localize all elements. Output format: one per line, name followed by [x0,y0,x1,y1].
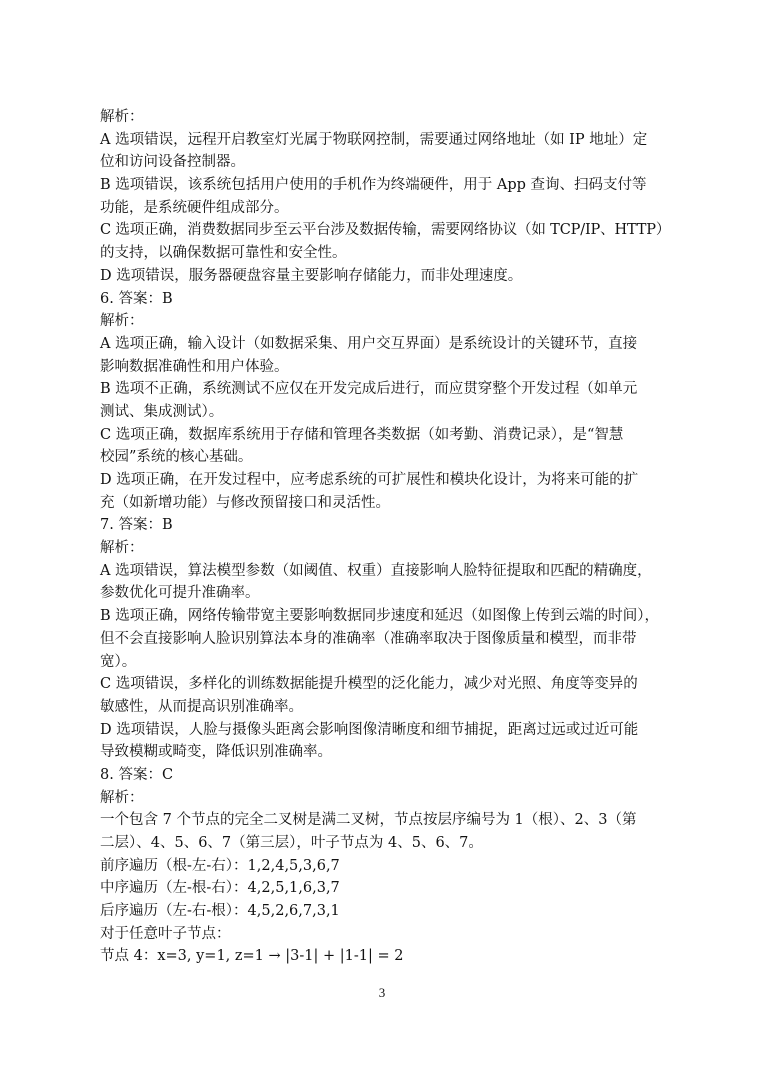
answer-heading: 8. 答案：C [100,766,174,783]
text-line: 位和访问设备控制器。 [100,154,245,171]
formula-line: 节点 4：x=3, y=1, z=1 → |3-1| + |1-1| = 2 [100,948,404,965]
text-line: D 选项错误，人脸与摄像头距离会影响图像清晰度和细节捕捉，距离过远或过近可能 [100,721,639,738]
text-line: 但不会直接影响人脸识别算法本身的准确率（准确率取决于图像质量和模型，而非带 [100,630,637,647]
text-line: 敏感性，从而提高识别准确率。 [100,698,303,715]
text-line: 的支持，以确保数据可靠性和安全性。 [100,245,347,262]
text-line: 测试、集成测试）。 [100,403,224,420]
text-line: 充（如新增功能）与修改预留接口和灵活性。 [100,494,390,511]
text-line: C 选项正确，数据库系统用于存储和管理各类数据（如考勤、消费记录），是“智慧 [100,426,624,443]
text-line: 对于任意叶子节点： [100,925,231,942]
text-line: 解析： [100,789,144,806]
text-line: D 选项正确，在开发过程中，应考虑系统的可扩展性和模块化设计，为将来可能的扩 [100,472,639,488]
text-line: 影响数据准确性和用户体验。 [100,358,289,375]
text-line: A 选项错误，算法模型参数（如阈值、权重）直接影响人脸特征提取和匹配的精确度， [100,562,652,579]
text-line: 参数优化可提升准确率。 [100,585,260,602]
traversal-line: 前序遍历（根-左-右）：1,2,4,5,3,6,7 [100,857,340,874]
answer-heading: 6. 答案：B [100,290,173,307]
traversal-line: 中序遍历（左-根-右）：4,2,5,1,6,3,7 [100,880,340,897]
text-line: C 选项错误，多样化的训练数据能提升模型的泛化能力，减少对光照、角度等变异的 [100,676,638,693]
text-line: 二层）、4、5、6、7（第三层），叶子节点为 4、5、6、7。 [100,835,483,851]
text-line: A 选项错误，远程开启教室灯光属于物联网控制，需要通过网络地址（如 IP 地址）定 [100,131,648,148]
text-line: 解析： [100,540,144,557]
text-line: 校园”系统的核心基础。 [100,449,253,466]
text-line: 宽）。 [100,653,137,670]
traversal-line: 后序遍历（左-右-根）：4,5,2,6,7,3,1 [100,903,340,920]
text-line: D 选项错误，服务器硬盘容量主要影响存储能力，而非处理速度。 [100,267,523,284]
text-line: B 选项错误，该系统包括用户使用的手机作为终端硬件，用于 App 查询、扫码支付等 [100,177,647,194]
text-line: 导致模糊或畸变，降低识别准确率。 [100,744,332,761]
text-line: C 选项正确，消费数据同步至云平台涉及数据传输，需要网络协议（如 TCP/IP、HTTP） [100,222,671,239]
text-line: 解析： [100,313,144,330]
text-line: A 选项正确，输入设计（如数据采集、用户交互界面）是系统设计的关键环节，直接 [100,335,638,352]
text-line: 功能，是系统硬件组成部分。 [100,199,289,216]
text-line: B 选项不正确，系统测试不应仅在开发完成后进行，而应贯穿整个开发过程（如单元 [100,381,638,398]
text-line: B 选项正确，网络传输带宽主要影响数据同步速度和延迟（如图像上传到云端的时间）， [100,608,660,625]
text-line: 一个包含 7 个节点的完全二叉树是满二叉树，节点按层序编号为 1（根）、2、3（第 [100,812,637,829]
answer-heading: 7. 答案：B [100,517,173,534]
text-line: 解析： [100,109,144,125]
page-body [100,106,671,968]
page-number: 3 [378,985,386,1000]
